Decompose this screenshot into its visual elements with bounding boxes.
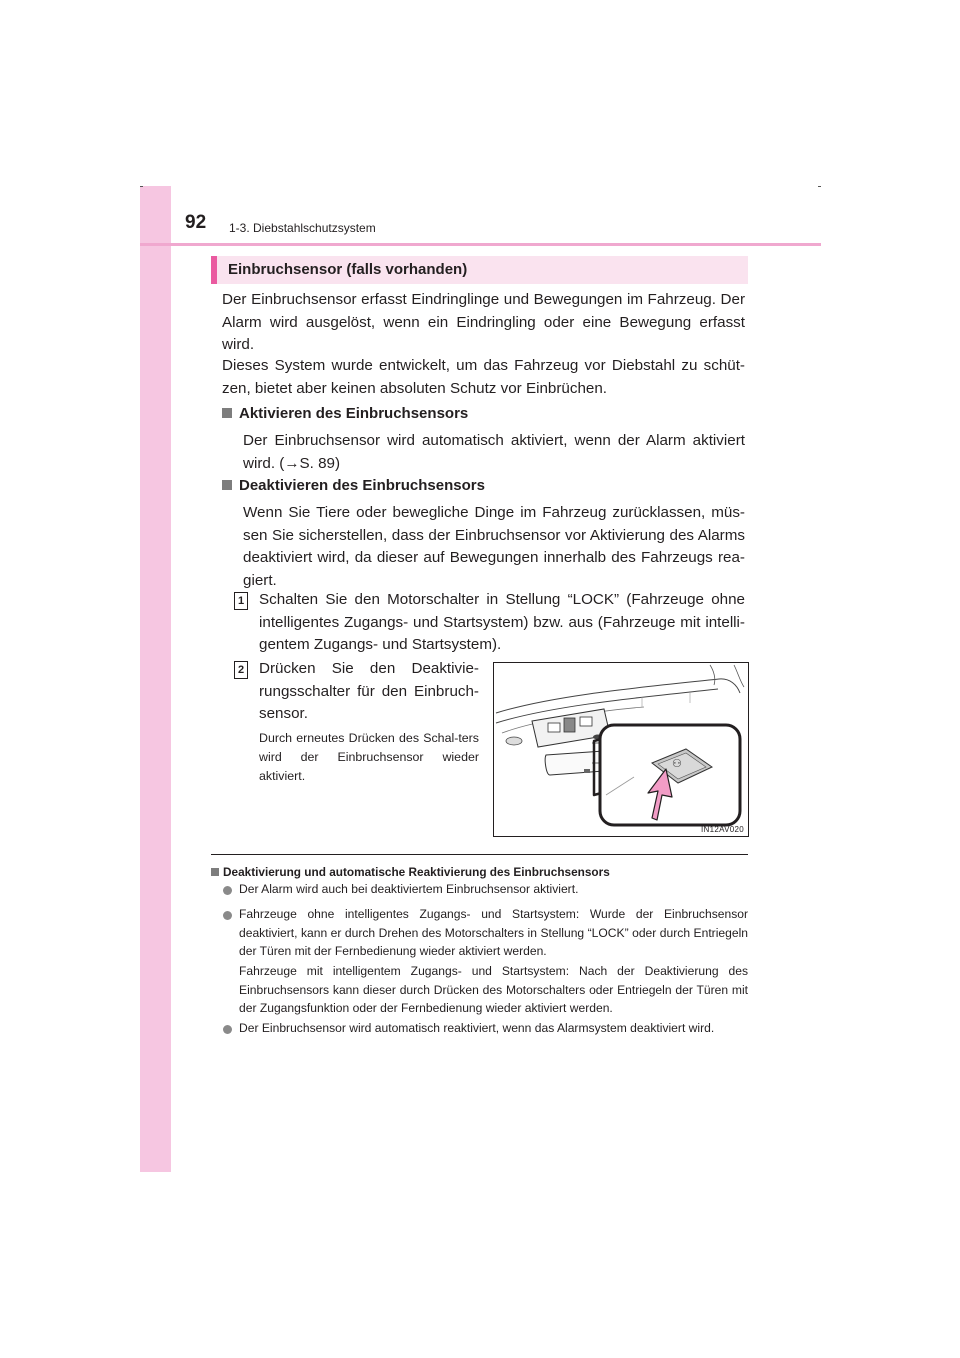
figure-code: IN12AV020 [700,825,744,834]
step-2-note: Durch erneutes Drücken des Schal-ters wird der Einbruchsensor wieder aktiviert. [259,731,479,783]
bullet-dot-icon [223,1025,232,1034]
svg-text:⚇: ⚇ [672,757,682,770]
info-bullet-1: Der Alarm wird auch bei deaktiviertem Einbruchsensor aktiviert. [239,882,579,896]
deactivate-paragraph: Wenn Sie Tiere oder bewegliche Dinge im Fahrzeug zurücklassen, müs-sen Sie sicherstellen, dass der Einbruchsensor vor Aktivierung des Alarms deaktiviert wird, da dieser auf Bewegungen innerhalb des Fahrzeugs rea-giert. [243,504,745,589]
section-heading-bar [211,256,748,284]
section-title: Einbruchsensor (falls vorhanden) [228,261,468,278]
activate-paragraph: Der Einbruchsensor wird automatisch aktiviert, wenn der Alarm aktiviert wird. (→S. 89) [243,432,745,472]
square-bullet-icon [211,868,219,876]
crop-mark-left [140,186,143,187]
intro-paragraph-2: Dieses System wurde entwickelt, um das Fahrzeug vor Diebstahl zu schüt-zen, bietet aber keinen absoluten Schutz vor Einbrüchen. [222,357,745,397]
step-1-number: 1 [234,592,248,610]
overhead-console-drawing [494,663,748,836]
sensor-switch-illustration [493,662,749,837]
pink-side-tab [140,186,171,1172]
info-bullet-2-continuation: Fahrzeuge mit intelligentem Zugangs- und Startsystem: Nach der Deaktivierung des Einbruchsensors kann dieser durch Drücken des Motorschalters oder Entriegeln der Türen mit der Zugangsfunktion oder der Fernbedienung wieder aktiviert werden. [239,964,748,1016]
intro-paragraph-1: Der Einbruchsensor erfasst Eindringlinge und Bewegungen im Fahrzeug. Der Alarm wird ausgelöst, wenn ein Eindringling oder eine Bewegung erfasst wird. [222,291,745,353]
square-bullet-icon [222,480,232,490]
info-bullet-2: Fahrzeuge ohne intelligentes Zugangs- und Startsystem: Wurde der Einbruchsensor deaktiviert, kann er durch Drehen des Motorschalters in Stellung “LOCK” oder durch Entriegeln der Türen mit der Fernbedienung wieder aktiviert werden. [239,907,748,959]
header-rule [140,243,821,246]
activate-heading: Aktivieren des Einbruchsensors [222,405,468,422]
info-divider [211,854,748,855]
deactivate-heading: Deaktivieren des Einbruchsensors [222,477,485,494]
crop-mark-right [818,186,821,187]
square-bullet-icon [222,408,232,418]
step-2-number: 2 [234,661,248,679]
chapter-title: 1-3. Diebstahlschutzsystem [229,221,376,235]
step-2-text: Drücken Sie den Deaktivie-rungsschalter für den Einbruch-sensor. [259,660,479,722]
step-1-text: Schalten Sie den Motorschalter in Stellung “LOCK” (Fahrzeuge ohne intelligentes Zugangs- und Startsystem) bzw. aus (Fahrzeuge mit intelli-gentem Zugangs- und Startsystem). [259,591,745,653]
bullet-dot-icon [223,911,232,920]
page-number: 92 [185,212,207,233]
bullet-dot-icon [223,886,232,895]
info-heading: Deaktivierung und automatische Reaktivierung des Einbruchsensors [211,865,610,879]
info-bullet-3: Der Einbruchsensor wird automatisch reaktiviert, wenn das Alarmsystem deaktiviert wird. [239,1021,715,1035]
